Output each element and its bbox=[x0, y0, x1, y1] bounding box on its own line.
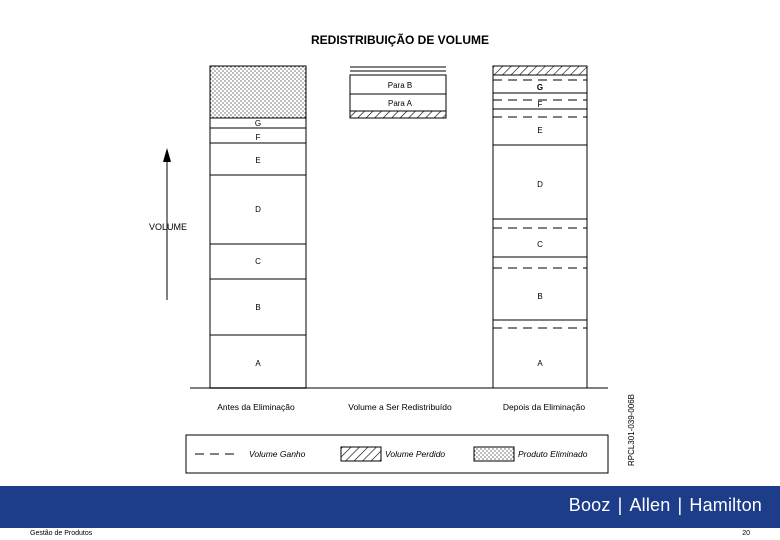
brand-word-2: Allen bbox=[629, 495, 671, 515]
column-redistribute bbox=[350, 67, 446, 118]
side-code: RPCL301-039-006B bbox=[627, 393, 636, 467]
volume-axis-label: VOLUME bbox=[148, 222, 188, 232]
legend-gain: Volume Ganho bbox=[249, 449, 306, 459]
before-segment-b: B bbox=[255, 303, 261, 312]
redistribute-to-a: Para A bbox=[387, 99, 413, 108]
before-segment-f: F bbox=[255, 133, 261, 142]
lost-volume-block bbox=[493, 66, 587, 75]
before-segment-a: A bbox=[255, 359, 261, 368]
label-after: Depois da Eliminação bbox=[502, 402, 586, 412]
after-segment-c: C bbox=[537, 240, 543, 249]
page-number: 20 bbox=[742, 530, 750, 537]
after-segment-f: F bbox=[537, 100, 543, 109]
brand-separator-2: | bbox=[677, 495, 683, 515]
legend-lost-swatch bbox=[341, 447, 381, 461]
after-segment-a: A bbox=[537, 359, 543, 368]
brand-word-3: Hamilton bbox=[689, 495, 762, 515]
label-before: Antes da Eliminação bbox=[217, 402, 295, 412]
legend-eliminated-swatch bbox=[474, 447, 514, 461]
label-redistribute: Volume a Ser Redistribuído bbox=[348, 402, 452, 412]
before-segment-g: G bbox=[254, 119, 262, 128]
lost-volume-strip bbox=[350, 111, 446, 118]
column-after bbox=[493, 66, 587, 388]
after-segment-e: E bbox=[537, 126, 543, 135]
brand-word-1: Booz bbox=[568, 495, 611, 515]
before-segment-c: C bbox=[255, 257, 261, 266]
after-segment-b: B bbox=[537, 292, 543, 301]
diagram-title: REDISTRIBUIÇÃO DE VOLUME bbox=[310, 33, 490, 47]
after-segment-d: D bbox=[537, 180, 543, 189]
redistribute-to-b: Para B bbox=[387, 81, 413, 90]
gain-volume-dashes bbox=[493, 80, 587, 328]
eliminated-volume-block bbox=[210, 66, 306, 118]
brand-separator-1: | bbox=[617, 495, 623, 515]
brand-logo bbox=[569, 495, 762, 516]
footer-band bbox=[0, 486, 780, 528]
before-segment-e: E bbox=[255, 156, 261, 165]
legend-eliminated: Produto Eliminado bbox=[518, 449, 588, 459]
after-segment-g: G bbox=[536, 83, 544, 92]
before-segment-d: D bbox=[255, 205, 261, 214]
column-before bbox=[210, 66, 306, 388]
footer-section-title: Gestão de Produtos bbox=[30, 530, 93, 537]
legend-lost: Volume Perdido bbox=[385, 449, 446, 459]
legend bbox=[186, 435, 608, 473]
